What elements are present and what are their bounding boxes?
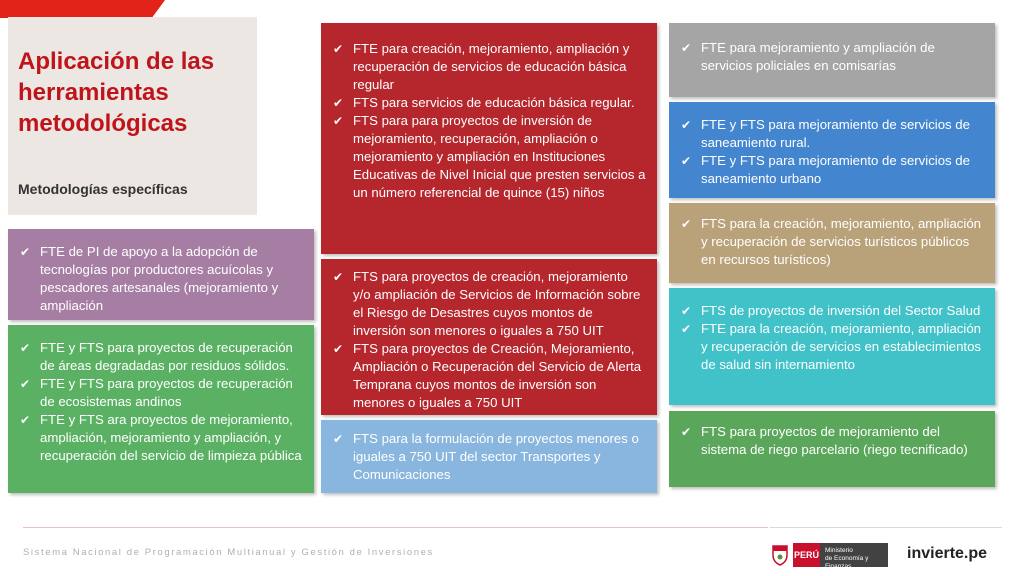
box-educacion [321, 23, 657, 254]
check-icon: ✔ [681, 304, 692, 318]
check-icon: ✔ [333, 96, 344, 110]
box-riego [669, 411, 995, 487]
check-icon: ✔ [681, 154, 692, 168]
check-icon: ✔ [20, 341, 31, 355]
check-icon: ✔ [681, 118, 692, 132]
list-item: ✔ FTE y FTS para proyectos de recuperación de áreas degradadas por residuos sólidos. [20, 340, 293, 373]
page-title: Aplicación de las herramientas metodológicas [18, 48, 215, 137]
box-salud [669, 288, 995, 405]
list-item: ✔ FTE de PI de apoyo a la adopción de tecnologías por productores acuícolas y pescadores artesanales (mejoramiento y ampliación [20, 244, 279, 313]
check-icon: ✔ [681, 425, 692, 439]
check-icon: ✔ [333, 42, 344, 56]
box-acuicolas [8, 229, 314, 320]
check-icon: ✔ [333, 342, 344, 356]
box-saneamiento [669, 102, 995, 198]
list-item: ✔ FTS para para proyectos de inversión de mejoramiento, recuperación, ampliación o mejoramiento y ampliación en Instituciones Educativas de Nivel Inicial que presten servicios a un número referencial de quince (15) niños [333, 113, 646, 200]
list-item: ✔ FTE y FTS para proyectos de recuperación de ecosistemas andinos [20, 376, 293, 409]
peru-logo: PERÚ [793, 543, 820, 567]
box-residuos-ecosistemas [8, 325, 314, 493]
box-turismo [669, 203, 995, 283]
check-icon: ✔ [333, 432, 344, 446]
list-item: ✔ FTS para proyectos de Creación, Mejoramiento, Ampliación o Recuperación del Servicio de Alerta Temprana cuyos montos de inversión son menores o iguales a 750 UIT [333, 341, 642, 410]
top-accent-bar [0, 0, 165, 18]
box-comisarias [669, 23, 995, 97]
invierte-logo: invierte.pe [907, 545, 988, 562]
list-item: ✔ FTE y FTS para mejoramiento de servicios de saneamiento rural. [681, 117, 970, 150]
list-item: ✔ FTE para creación, mejoramiento, ampliación y recuperación de servicios de educación básica regular [333, 41, 630, 92]
check-icon: ✔ [681, 217, 692, 231]
box-riesgo-desastres [321, 259, 657, 415]
list-item: ✔ FTE para mejoramiento y ampliación de servicios policiales en comisarías [681, 40, 935, 73]
footer-divider-right [770, 527, 1002, 528]
ministerio-line2: de Economía y Finanzas [825, 555, 869, 570]
list-item: ✔ FTS para la formulación de proyectos menores o iguales a 750 UIT del sector Transportes y Comunicaciones [333, 431, 639, 482]
check-icon: ✔ [333, 114, 344, 128]
list-item: ✔ FTS para proyectos de mejoramiento del sistema de riego parcelario (riego tecnificado) [681, 424, 968, 457]
list-item: ✔ FTS de proyectos de inversión del Sector Salud [681, 303, 981, 318]
list-item: ✔ FTS para proyectos de creación, mejoramiento y/o ampliación de Servicios de Información sobre el Riesgo de Desastres cuyos montos de inversión son menores o iguales a 750 UIT [333, 269, 641, 338]
check-icon: ✔ [20, 377, 31, 391]
footer-text: Sistema Nacional de Programación Multianual y Gestión de Inversiones [23, 547, 434, 558]
check-icon: ✔ [20, 245, 31, 259]
check-icon: ✔ [681, 322, 692, 336]
list-item: ✔ FTS para servicios de educación básica regular. [333, 95, 635, 110]
coat-of-arms-icon [770, 543, 790, 567]
footer-divider [23, 527, 768, 528]
check-icon: ✔ [20, 413, 31, 427]
ministerio-logo [820, 543, 888, 570]
page-subtitle: Metodologías específicas [18, 181, 188, 197]
list-item: ✔ FTE para la creación, mejoramiento, ampliación y recuperación de servicios en establecimientos de salud sin internamiento [681, 321, 982, 372]
check-icon: ✔ [681, 41, 692, 55]
list-item: ✔ FTE y FTS ara proyectos de mejoramiento, ampliación, mejoramiento y ampliación, y recuperación del servicio de limpieza pública [20, 412, 302, 463]
box-transportes [321, 420, 657, 493]
list-item: ✔ FTE y FTS para mejoramiento de servicios de saneamiento urbano [681, 153, 970, 186]
check-icon: ✔ [333, 270, 344, 284]
list-item: ✔ FTS para la creación, mejoramiento, ampliación y recuperación de servicios turísticos públicos en recursos turísticos) [681, 216, 981, 267]
ministerio-line1: Ministerio [825, 547, 853, 554]
